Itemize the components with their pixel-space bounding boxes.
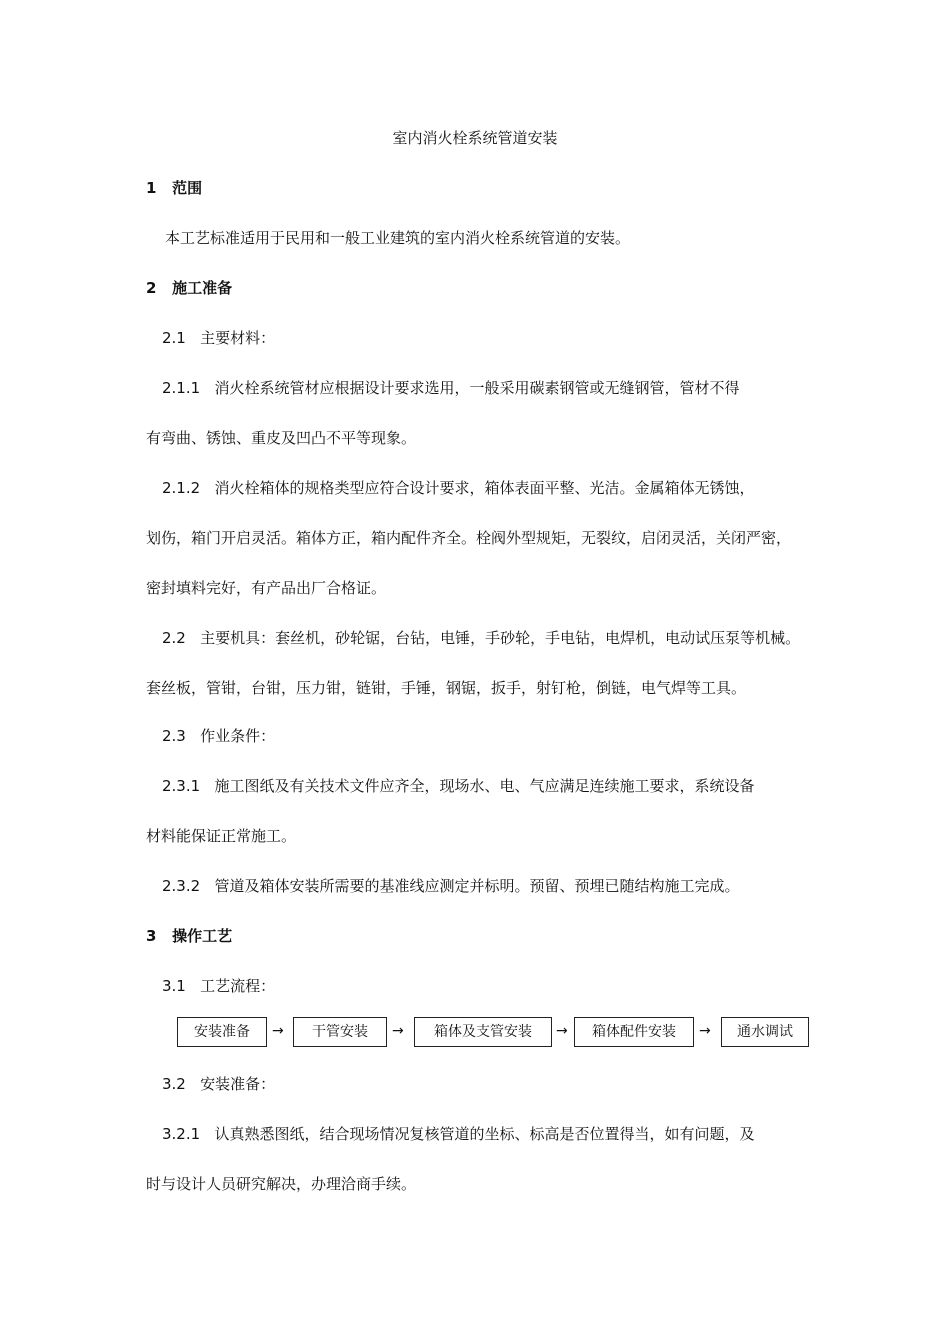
- flow-arrow-1: →: [272, 1023, 284, 1039]
- section-2-3: 2.3 作业条件：: [162, 727, 276, 745]
- section-2-3-2: 2.3.2 管道及箱体安装所需要的基准线应测定并标明。预留、预埋已随结构施工完成。: [162, 877, 740, 895]
- flow-step-3: 箱体及支管安装: [414, 1017, 552, 1047]
- section-2-1-2-line-3: 密封填料完好，有产品出厂合格证。: [146, 579, 387, 597]
- section-2-2-line-2: 套丝板，管钳，台钳，压力钳，链钳，手锤，钢锯，扳手，射钉枪，倒链，电气焊等工具。: [146, 679, 747, 697]
- section-2-1-1-line-2: 有弯曲、锈蚀、重皮及凹凸不平等现象。: [146, 429, 417, 447]
- section-2-3-1-line-2: 材料能保证正常施工。: [146, 827, 297, 845]
- flow-step-4: 箱体配件安装: [574, 1017, 694, 1047]
- section-3-2-1-line-2: 时与设计人员研究解决，办理洽商手续。: [146, 1175, 417, 1193]
- section-2-3-1-line-1: 2.3.1 施工图纸及有关技术文件应齐全，现场水、电、气应满足连续施工要求，系统设备: [162, 777, 755, 795]
- flow-step-1: 安装准备: [177, 1017, 267, 1047]
- section-1-body: 本工艺标准适用于民用和一般工业建筑的室内消火栓系统管道的安装。: [165, 229, 631, 247]
- section-2-1-2-line-2: 划伤，箱门开启灵活。箱体方正，箱内配件齐全。栓阀外型规矩，无裂纹，启闭灵活，关闭严密，: [146, 529, 792, 547]
- section-2-1-1-line-1: 2.1.1 消火栓系统管材应根据设计要求选用，一般采用碳素钢管或无缝钢管，管材不得: [162, 379, 740, 397]
- flow-step-2: 干管安装: [293, 1017, 387, 1047]
- section-2-1: 2.1 主要材料：: [162, 329, 276, 347]
- document-title: 室内消火栓系统管道安装: [392, 129, 558, 147]
- section-3-2-1-line-1: 3.2.1 认真熟悉图纸，结合现场情况复核管道的坐标、标高是否位置得当，如有问题，及: [162, 1125, 755, 1143]
- flow-arrow-2: →: [392, 1023, 404, 1039]
- section-3-1: 3.1 工艺流程：: [162, 977, 276, 995]
- section-1-heading: 1 范围: [146, 179, 203, 197]
- flow-arrow-4: →: [699, 1023, 711, 1039]
- section-2-2-line-1: 2.2 主要机具：套丝机，砂轮锯，台钻，电锤，手砂轮，手电钻，电焊机，电动试压泵等机械。: [162, 629, 801, 647]
- flow-arrow-3: →: [556, 1023, 568, 1039]
- section-3-2: 3.2 安装准备：: [162, 1075, 276, 1093]
- flow-step-5: 通水调试: [721, 1017, 809, 1047]
- section-2-1-2-line-1: 2.1.2 消火栓箱体的规格类型应符合设计要求，箱体表面平整、光洁。金属箱体无锈蚀，: [162, 479, 755, 497]
- section-2-heading: 2 施工准备: [146, 279, 233, 297]
- section-3-heading: 3 操作工艺: [146, 927, 233, 945]
